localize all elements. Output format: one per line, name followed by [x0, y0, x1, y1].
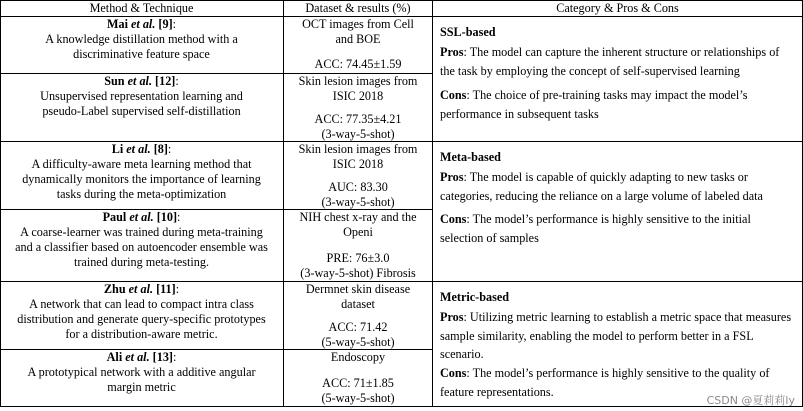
bottom-rule [0, 406, 803, 407]
pros-text: Pros: The model is capable of quickly adapting to new tasks or categories, reducing the reliance on a large volume of labeled data [440, 170, 763, 203]
header-category: Category & Pros & Cons [556, 1, 679, 15]
method-cell [0, 17, 283, 62]
method-desc-line: pseudo-Label supervised self-distillation [42, 104, 241, 118]
result-line: ACC: 77.35±4.21 [314, 112, 402, 126]
result-value [284, 251, 432, 281]
method-cell [0, 210, 283, 270]
category-title: Meta-based [440, 150, 501, 164]
dataset-line: ISIC 2018 [332, 157, 384, 171]
dataset-line: Dermnet skin disease [305, 282, 411, 296]
header-method: Method & Technique [89, 1, 194, 15]
method-desc-line: tasks during the meta-optimization [56, 187, 227, 201]
dataset-line: Skin lesion images from [298, 142, 418, 156]
method-cell [0, 282, 283, 342]
category-title: Metric-based [440, 290, 510, 304]
method-desc-line: and a classifier based on autoencoder ensemble was [15, 240, 268, 254]
category-title: SSL-based [440, 25, 496, 39]
result-line: ACC: 71.42 [328, 320, 388, 334]
method-desc-line: dynamically monitors the importance of learning [22, 172, 261, 186]
result-line: (3-way-5-shot) [321, 127, 395, 141]
csdn-watermark: CSDN @夏莉莉ly [706, 394, 795, 407]
result-value: ACC: 74.45±1.59 [314, 57, 402, 71]
method-cell [0, 142, 283, 202]
method-cell [0, 74, 283, 119]
cons-text: Cons: The model’s performance is highly sensitive to the initial selection of samples [440, 212, 751, 245]
method-desc-line: A difficulty-aware meta learning method that [31, 157, 252, 171]
col-rule [432, 0, 433, 407]
result-line: (5-way-5-shot) [321, 335, 395, 349]
dataset-line: ISIC 2018 [332, 89, 384, 103]
method-desc-line: A coarse-learner was trained during meta-training [20, 225, 263, 239]
dataset-cell [284, 282, 432, 312]
result-line: (3-way-5-shot) Fibrosis [300, 266, 416, 280]
method-desc-line: Unsupervised representation learning and [40, 89, 243, 103]
pros-text: Pros: The model can capture the inherent structure or relationships of the task by employing the concept of self-supervised learning [440, 45, 780, 78]
cons-text: Cons: The model’s performance is highly sensitive to the quality of feature representations. [440, 366, 770, 399]
result-line: PRE: 76±3.0 [326, 251, 390, 265]
result-line: (3-way-5-shot) [321, 195, 395, 209]
dataset-cell [284, 210, 432, 240]
header-dataset: Dataset & results (%) [305, 1, 411, 15]
method-author: Zhu et al. [11]: [103, 282, 180, 296]
dataset-line: dataset [341, 297, 375, 311]
method-desc-line: for a distribution-aware metric. [65, 327, 218, 341]
method-desc-line: A knowledge distillation method with a [45, 32, 238, 46]
method-author: Li et al. [8]: [111, 142, 172, 156]
pros-text: Pros: Utilizing metric learning to establish a metric space that measures sample similarity, enabling the model to perform better in a FSL scenario. [440, 310, 792, 361]
method-author: Paul et al. [10]: [102, 210, 181, 224]
method-desc-line: trained during meta-testing. [73, 255, 210, 269]
dataset-cell [284, 350, 432, 365]
dataset-line: Endoscopy [330, 350, 386, 364]
method-cell [0, 350, 283, 395]
dataset-line: Skin lesion images from [298, 74, 418, 88]
dataset-line: OCT images from Cell [302, 17, 414, 31]
dataset-line: Openi [343, 225, 373, 239]
result-value [284, 112, 432, 142]
method-desc-line: distribution and generate query-specific prototypes [17, 312, 266, 326]
result-line: (5-way-5-shot) [321, 391, 395, 405]
method-author: Sun et al. [12]: [104, 74, 179, 88]
method-desc-line: A prototypical network with a additive angular [27, 365, 256, 379]
cons-text: Cons: The choice of pre-training tasks may impact the model’s performance in subsequent tasks [440, 88, 748, 121]
dataset-line: and BOE [335, 32, 381, 46]
method-author: Ali et al. [13]: [106, 350, 177, 364]
result-line: AUC: 83.30 [328, 180, 388, 194]
method-desc-line: A network that can lead to compact intra class [29, 297, 254, 311]
result-value [284, 320, 432, 350]
dataset-cell [284, 142, 432, 172]
method-desc-line: margin metric [107, 380, 176, 394]
dataset-cell [284, 74, 432, 104]
result-line: ACC: 71±1.85 [322, 376, 394, 390]
method-desc-line: discriminative feature space [73, 47, 210, 61]
result-value [284, 376, 432, 406]
method-author: Mai et al. [9]: [106, 17, 177, 31]
result-value [284, 180, 432, 210]
dataset-cell [284, 17, 432, 47]
dataset-line: NIH chest x-ray and the [299, 210, 417, 224]
